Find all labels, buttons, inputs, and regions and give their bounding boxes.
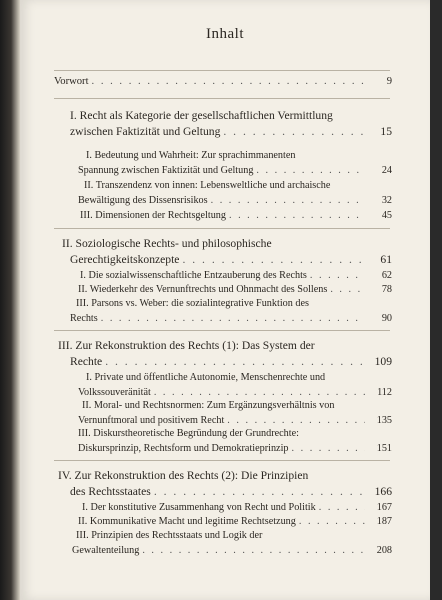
chapter-title-line: Rechte (70, 355, 103, 368)
toc-entry-vorwort[interactable] (20, 74, 430, 89)
section-title-line: Diskursprinzip, Rechtsform und Demokratieprinzip (78, 443, 289, 454)
chapter-title-line: II. Soziologische Rechts- und philosophische (62, 237, 272, 250)
page-number: 24 (381, 165, 392, 176)
book-gutter (0, 0, 20, 600)
page-number: 187 (376, 516, 392, 527)
leader-dots (310, 268, 365, 283)
toc-chapter-1[interactable] (20, 108, 430, 140)
toc-chapter-4[interactable] (20, 468, 430, 500)
page-number: 9 (386, 76, 392, 87)
toc-section[interactable] (20, 500, 430, 515)
page-title: Inhalt (206, 26, 244, 42)
section-title-line: I. Der konstitutive Zusammenhang von Recht und Politik (82, 502, 316, 513)
page-number: 45 (381, 210, 392, 221)
chapter-title-line: Gerechtigkeitskonzepte (70, 253, 180, 266)
toc-section[interactable] (20, 514, 430, 529)
toc-chapter-2[interactable] (20, 236, 430, 268)
page-number: 167 (376, 502, 392, 513)
page-number: 135 (376, 415, 392, 426)
section-title-line: Rechts (70, 313, 98, 324)
section-title-line: Vernunftmoral und positivem Recht (78, 415, 225, 426)
page-number: 62 (381, 270, 392, 281)
leader-dots (256, 163, 365, 178)
section-title-line: Volkssouveränität (78, 387, 151, 398)
toc-section[interactable] (20, 282, 430, 297)
divider (54, 70, 390, 71)
leader-dots (142, 543, 365, 558)
section-title-line: II. Transzendenz von innen: Lebensweltliche und archaische (84, 180, 331, 191)
section-title-line: I. Private und öffentliche Autonomie, Menschenrechte und (86, 372, 326, 383)
leader-dots (92, 74, 365, 89)
divider (54, 228, 390, 229)
toc-section[interactable] (20, 398, 430, 428)
toc-section[interactable] (20, 426, 430, 456)
divider (54, 330, 390, 331)
toc-entry-label: Vorwort (54, 76, 89, 87)
page-number: 78 (381, 284, 392, 295)
section-title-line: III. Prinzipien des Rechtsstaats und Logik der (76, 530, 263, 541)
toc-section[interactable] (20, 370, 430, 400)
divider (54, 98, 390, 99)
leader-dots (223, 124, 365, 140)
leader-dots (211, 193, 365, 208)
toc-section[interactable] (20, 268, 430, 283)
page-number: 166 (374, 485, 392, 498)
toc-section[interactable] (20, 208, 430, 223)
book-page (20, 0, 430, 600)
toc-section[interactable] (20, 148, 430, 178)
chapter-title-line: des Rechtsstaates (70, 485, 151, 498)
page-number: 151 (376, 443, 392, 454)
leader-dots (182, 252, 365, 268)
leader-dots (292, 441, 366, 456)
section-title-line: II. Wiederkehr des Vernunftrechts und Ohnmacht des Sollens (78, 284, 328, 295)
toc-chapter-3[interactable] (20, 338, 430, 370)
page-number: 109 (374, 355, 392, 368)
section-title-line: I. Die sozialwissenschaftliche Entzauberung des Rechts (80, 270, 307, 281)
leader-dots (229, 208, 365, 223)
page-number: 90 (381, 313, 392, 324)
leader-dots (154, 484, 365, 500)
section-title-line: III. Diskurstheoretische Begründung der Grundrechte: (78, 428, 299, 439)
page-number: 112 (377, 387, 392, 398)
leader-dots (330, 282, 365, 297)
section-title-line: III. Dimensionen der Rechtsgeltung (80, 210, 226, 221)
leader-dots (105, 354, 365, 370)
chapter-title-line: zwischen Faktizität und Geltung (70, 125, 221, 138)
leader-dots (101, 311, 365, 326)
chapter-title-line: IV. Zur Rekonstruktion des Rechts (2): Die Prinzipien (58, 469, 309, 482)
toc-section[interactable] (20, 528, 430, 558)
section-title-line: Bewältigung des Dissensrisikos (78, 195, 208, 206)
page-number: 208 (376, 545, 392, 556)
section-title-line: Gewaltenteilung (72, 545, 140, 556)
chapter-title-line: I. Recht als Kategorie der gesellschaftlichen Vermittlung (70, 109, 333, 122)
section-title-line: II. Kommunikative Macht und legitime Rechtsetzung (78, 516, 296, 527)
section-title-line: II. Moral- und Rechtsnormen: Zum Ergänzungsverhältnis von (82, 400, 335, 411)
divider (54, 460, 390, 461)
page-number: 32 (381, 195, 392, 206)
chapter-title-line: III. Zur Rekonstruktion des Rechts (1): Das System der (58, 339, 315, 352)
toc-section[interactable] (20, 296, 430, 326)
section-title-line: I. Bedeutung und Wahrheit: Zur sprachimmanenten (86, 150, 296, 161)
leader-dots (319, 500, 365, 515)
section-title-line: III. Parsons vs. Weber: die sozialintegrative Funktion des (76, 298, 309, 309)
section-title-line: Spannung zwischen Faktizität und Geltung (78, 165, 254, 176)
toc-section[interactable] (20, 178, 430, 208)
page-number: 15 (380, 125, 392, 138)
leader-dots (299, 514, 365, 529)
page-number: 61 (380, 253, 392, 266)
